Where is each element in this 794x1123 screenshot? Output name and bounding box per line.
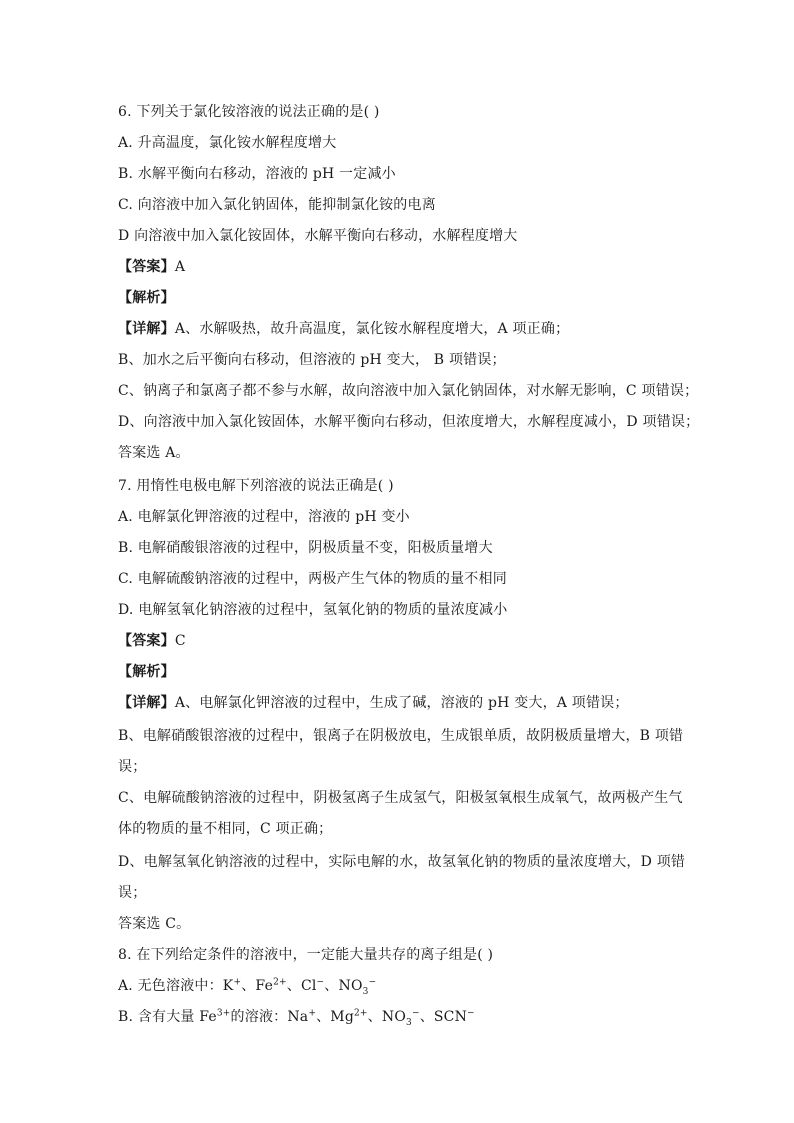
q8-b-no3: 、NO <box>367 1009 406 1025</box>
q7-option-a: A. 电解氯化钾溶液的过程中，溶液的 pH 变小 <box>118 509 410 525</box>
q6-stem: 6. 下列关于氯化铵溶液的说法正确的是( ) <box>118 104 380 120</box>
no3-b-charge: − <box>411 1008 420 1019</box>
q6-answer <box>118 258 185 276</box>
q6-detail-1-text: A、水解吸热，故升高温度，氯化铵水解程度增大，A 项正确； <box>174 321 570 337</box>
q7-answer-value: C <box>174 633 186 649</box>
no3-b-subscript: 3 <box>406 1017 412 1028</box>
q6-option-d: D 向溶液中加入氯化铵固体，水解平衡向右移动，水解程度增大 <box>118 228 518 244</box>
q7-detail-2a: B、电解硝酸银溶液的过程中，银离子在阴极放电，生成银单质，故阴极质量增大，B 项错 <box>118 728 684 744</box>
no3-charge: − <box>368 977 377 988</box>
k-charge: + <box>233 977 242 988</box>
q7-detail-4b: 误； <box>118 885 147 901</box>
q7-detail-1 <box>118 694 629 712</box>
q8-a-cl: 、Cl <box>286 978 317 994</box>
q7-detail-3a: C、电解硫酸钠溶液的过程中，阴极氢离子生成氢气，阳极氢氧根生成氧气，故两极产生气 <box>118 790 683 806</box>
q8-option-b <box>118 1008 475 1026</box>
q8-stem: 8. 在下列给定条件的溶液中，一定能大量共存的离子组是( ) <box>118 947 494 963</box>
q6-detail-3: C、钠离子和氯离子都不参与水解，故向溶液中加入氯化钠固体，对水解无影响，C 项错误； <box>118 383 699 399</box>
q6-answer-label: 【答案】 <box>118 259 175 275</box>
q7-detail-3b: 体的物质的量不相同，C 项正确； <box>118 821 333 837</box>
q7-conclusion: 答案选 C。 <box>118 916 191 932</box>
q8-b-prefix: B. 含有大量 Fe <box>118 1009 217 1025</box>
q8-option-a <box>118 977 376 995</box>
q6-detail-2: B、加水之后平衡向右移动，但溶液的 pH 变大， B 项错误； <box>118 352 506 368</box>
fe3-charge: 3+ <box>216 1008 231 1019</box>
no3-subscript: 3 <box>362 986 369 997</box>
q6-analysis-label: 【解析】 <box>118 290 175 306</box>
fe-charge: 2+ <box>273 977 287 988</box>
q7-option-b: B. 电解硝酸银溶液的过程中，阴极质量不变，阳极质量增大 <box>118 540 493 556</box>
scn-charge: − <box>467 1008 475 1019</box>
q6-conclusion: 答案选 A。 <box>118 445 190 461</box>
q6-option-a: A. 升高温度，氯化铵水解程度增大 <box>118 135 337 151</box>
q6-answer-value: A <box>174 259 186 275</box>
q8-a-prefix: A. 无色溶液中：K <box>118 978 234 994</box>
q8-b-mid: 的溶液：Na <box>230 1009 309 1025</box>
q8-a-fe: 、Fe <box>241 978 274 994</box>
q7-detail-2b: 误； <box>118 759 147 775</box>
q6-detail-label: 【详解】 <box>118 321 175 337</box>
q6-option-c: C. 向溶液中加入氯化钠固体，能抑制氯化铵的电离 <box>118 197 436 213</box>
q7-option-d: D. 电解氢氧化钠溶液的过程中，氢氧化钠的物质的量浓度减小 <box>118 602 508 618</box>
q7-answer <box>118 632 186 650</box>
q8-b-mg: 、Mg <box>316 1009 354 1025</box>
na-charge: + <box>308 1008 317 1019</box>
q7-detail-4a: D、电解氢氧化钠溶液的过程中，实际电解的水，故氢氧化钠的物质的量浓度增大，D 项错 <box>118 854 686 870</box>
q7-option-c: C. 电解硫酸钠溶液的过程中，两极产生气体的物质的量不相同 <box>118 571 507 587</box>
q7-detail-label: 【详解】 <box>118 695 175 711</box>
q6-detail-1 <box>118 320 569 338</box>
q8-b-scn: 、SCN <box>419 1009 468 1025</box>
mg-charge: 2+ <box>354 1008 368 1019</box>
q7-answer-label: 【答案】 <box>118 633 175 649</box>
q7-stem: 7. 用惰性电极电解下列溶液的说法正确是( ) <box>118 478 394 494</box>
q7-detail-1-text: A、电解氯化钾溶液的过程中，生成了碱，溶液的 pH 变大，A 项错误； <box>174 695 629 711</box>
q8-a-no3: 、NO <box>324 978 363 994</box>
q7-analysis-label: 【解析】 <box>118 664 175 680</box>
q6-detail-4: D、向溶液中加入氯化铵固体，水解平衡向右移动，但浓度增大，水解程度减小，D 项错误； <box>118 414 700 430</box>
q6-option-b: B. 水解平衡向右移动，溶液的 pH 一定减小 <box>118 166 396 182</box>
cl-charge: − <box>316 977 325 988</box>
